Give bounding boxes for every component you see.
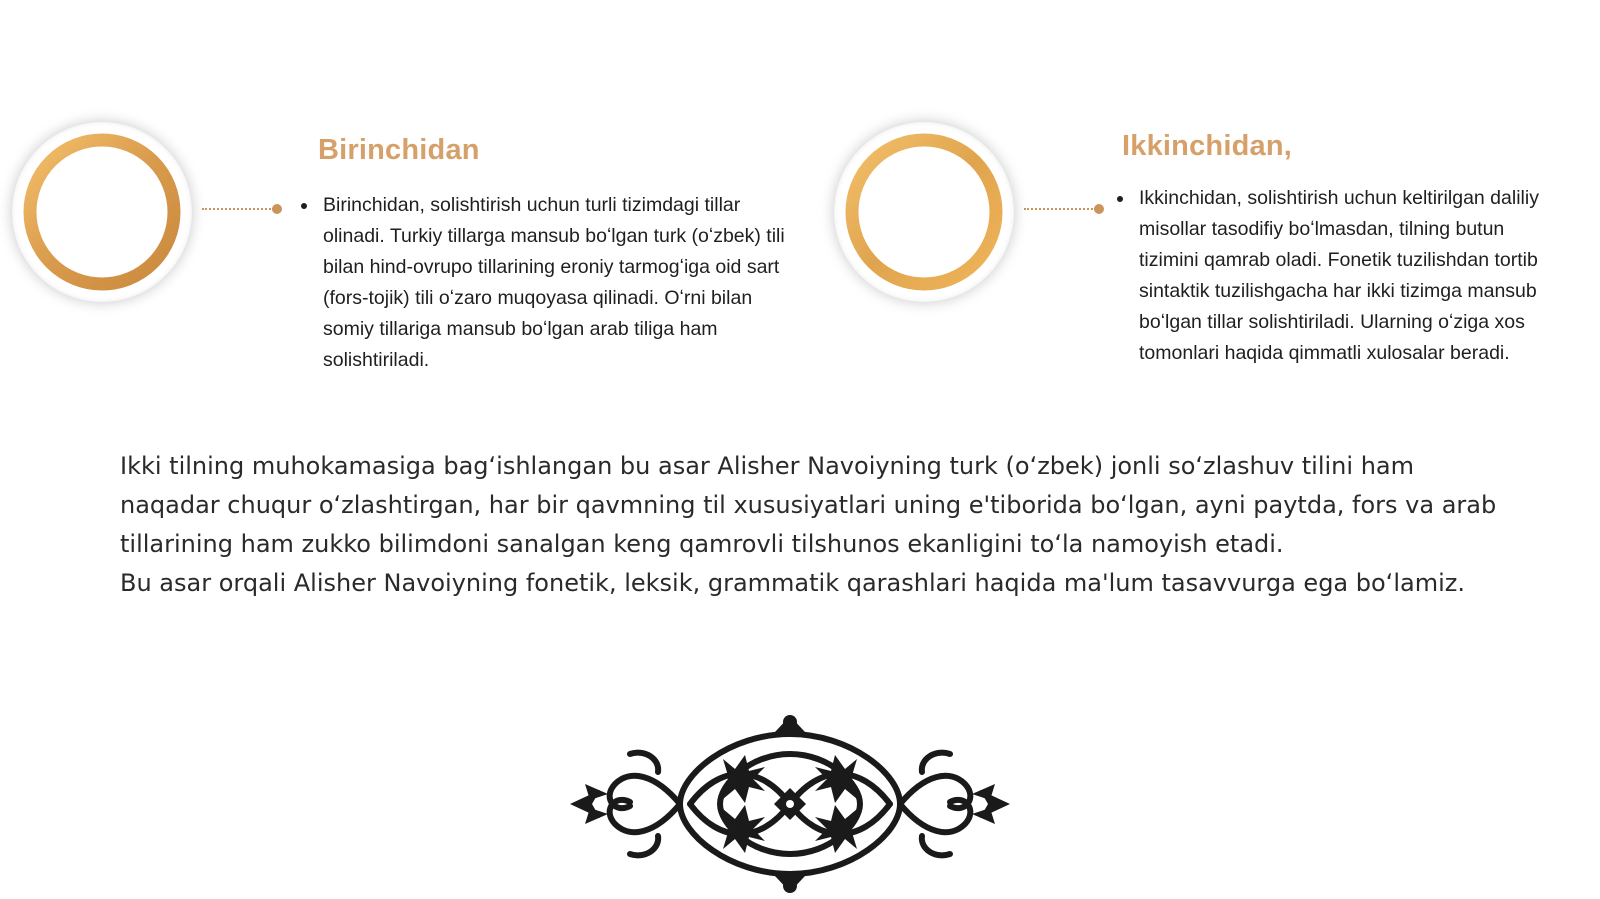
bullet-text-left: Birinchidan, solishtirish uchun turli tizimdagi tillar olinadi. Turkiy tillarga mansub boʻlgan turk (oʻzbek) tili bilan hind-ovrupo tillarining eroniy tarmogʻiga oid sart (fors-tojik) tili oʻzaro muqoyasa qilinadi. Oʻrni bilan somiy tillariga mansub boʻlgan arab tiliga ham solishtiriladi.	[323, 194, 785, 371]
gold-ring-icon	[12, 122, 192, 302]
heading-birinchidan: Birinchidan	[318, 134, 480, 166]
bullet-dot	[1117, 196, 1123, 202]
dotted-arrow-icon	[202, 204, 282, 214]
bullet-text-right: Ikkinchidan, solishtirish uchun keltirilgan daliliy misollar tasodifiy boʻlmasdan, tilning butun tizimini qamrab oladi. Fonetik tuzilishdan tortib sintaktik tuzilishgacha har ikki tizimga mansub boʻlgan tillar solishtiriladi. Ularning oʻziga xos tomonlari haqida qimmatli xulosalar beradi.	[1139, 187, 1539, 364]
body-paragraph-2: Bu asar orqali Alisher Navoiyning fonetik, leksik, grammatik qarashlari haqida ma'lum tasavvurga ega boʻlamiz.	[120, 569, 1465, 597]
bullet-item-right	[1139, 183, 1559, 369]
body-paragraph-1: Ikki tilning muhokamasiga bagʻishlangan bu asar Alisher Navoiyning turk (oʻzbek) jonli soʻzlashuv tilini ham naqadar chuqur oʻzlashtirgan, har bir qavmning til xususiyatlari uning e'tiborida boʻlgan, ayni paytda, fors va arab tillarining ham zukko bilimdoni sanalgan keng qamrovli tilshunos ekanligini toʻla namoyish etadi.	[120, 452, 1497, 558]
heading-ikkinchidan: Ikkinchidan,	[1122, 130, 1292, 162]
bullet-item-left	[323, 190, 803, 376]
dotted-arrow-icon	[1024, 204, 1104, 214]
body-text	[120, 447, 1500, 603]
gold-ring-icon	[834, 122, 1014, 302]
floral-ornament-icon	[560, 714, 1020, 899]
bullet-dot	[301, 203, 307, 209]
